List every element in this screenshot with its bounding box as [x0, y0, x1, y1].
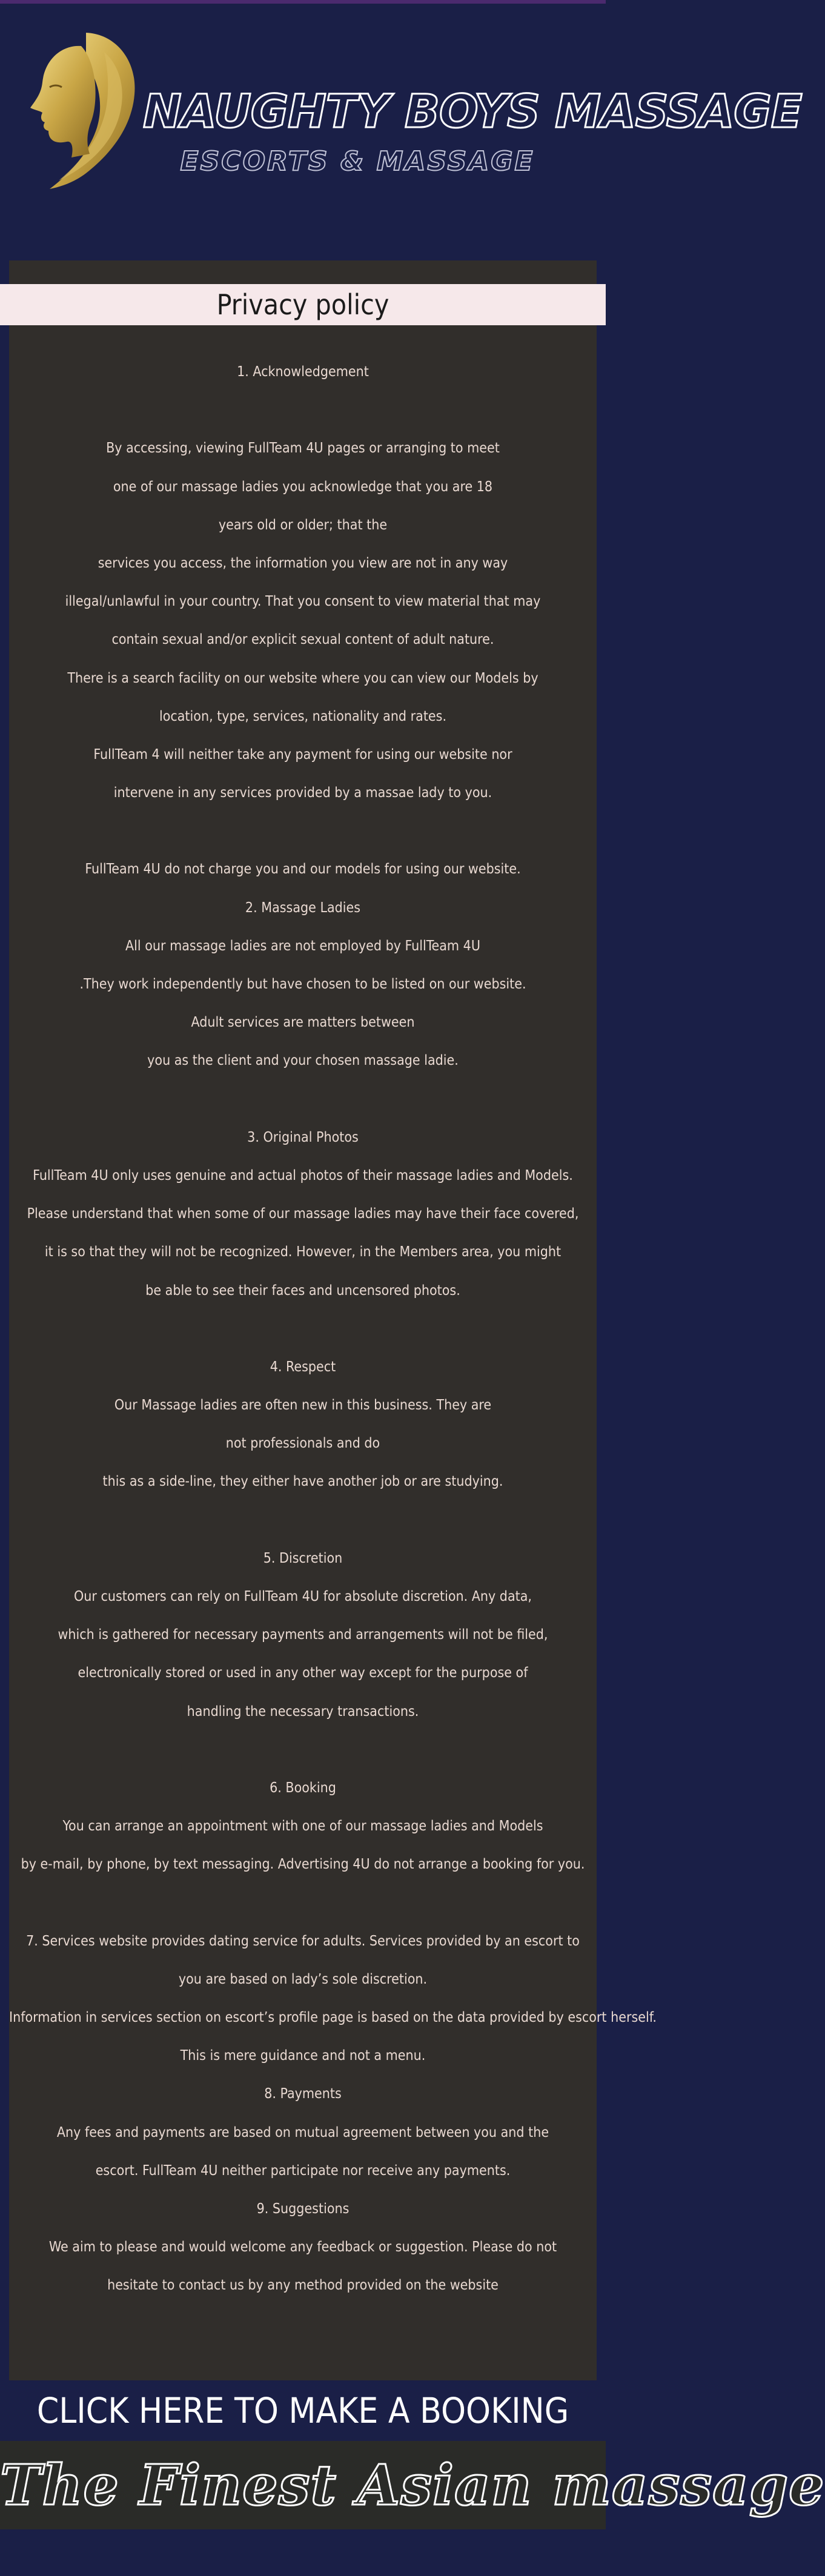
policy-line: you are based on lady’s sole discretion. — [178, 1971, 428, 1987]
policy-line — [9, 1731, 597, 1769]
policy-line: Please understand that when some of our massage ladies may have their face covered, — [27, 1206, 579, 1222]
site-footer — [0, 2380, 825, 2576]
policy-line: hesitate to contact us by any method provided on the website — [107, 2277, 499, 2294]
policy-line: intervene in any services provided by a massae lady to you. — [113, 785, 492, 801]
policy-line: 2. Massage Ladies — [245, 899, 361, 916]
policy-line: not professionals and do — [225, 1435, 380, 1452]
policy-line: years old or older; that the — [218, 517, 388, 533]
policy-line: 3. Original Photos — [247, 1129, 359, 1145]
make-booking-button[interactable]: CLICK HERE TO MAKE A BOOKING — [36, 2390, 569, 2431]
policy-line: Any fees and payments are based on mutual agreement between you and the — [56, 2124, 549, 2141]
policy-line: There is a search facility on our website where you can view our Models by — [67, 670, 538, 686]
policy-line: illegal/unlawful in your country. That you consent to view material that may — [65, 594, 541, 610]
woman-face-logo-icon[interactable] — [13, 28, 141, 190]
policy-line: 6. Booking — [270, 1780, 336, 1796]
policy-line: which is gathered for necessary payments and arrangements will not be filed, — [58, 1627, 548, 1643]
policy-line — [9, 1081, 597, 1119]
policy-line: This is mere guidance and not a menu. — [180, 2048, 426, 2064]
policy-line: contain sexual and/or explicit sexual content of adult nature. — [111, 632, 494, 648]
policy-line: .They work independently but have chosen to be listed on our website. — [79, 976, 526, 992]
policy-line: by e-mail, by phone, by text messaging. Advertising 4U do not arrange a booking for you. — [21, 1856, 585, 1873]
page-title: Privacy policy — [216, 288, 389, 321]
policy-line: escort. FullTeam 4U neither participate nor receive any payments. — [95, 2162, 511, 2179]
policy-line: Adult services are matters between — [191, 1015, 415, 1031]
tagline-band — [0, 2441, 825, 2529]
policy-line — [9, 391, 597, 429]
policy-line: FullTeam 4U only uses genuine and actual photos of their massage ladies and Models. — [33, 1167, 573, 1184]
policy-line: it is so that they will not be recognized. However, in the Members area, you might — [44, 1244, 562, 1260]
policy-line: electronically stored or used in any other way except for the purpose of — [78, 1665, 528, 1681]
policy-line: All our massage ladies are not employed by FullTeam 4U — [125, 938, 480, 954]
tagline: The Finest Asian massage — [0, 2452, 825, 2518]
policy-line: this as a side-line, they either have another job or are studying. — [102, 1474, 503, 1490]
policy-line: 9. Suggestions — [256, 2201, 350, 2217]
policy-line: location, type, services, nationality and rates. — [159, 708, 447, 724]
privacy-policy-text — [9, 353, 657, 2305]
policy-line: By accessing, viewing FullTeam 4U pages or arranging to meet — [106, 440, 500, 457]
policy-line: Information in services section on escort’s profile page is based on the data provided by escort herself. — [9, 2010, 657, 2026]
policy-line — [9, 1310, 597, 1348]
policy-line: FullTeam 4U do not charge you and our models for using our website. — [85, 861, 521, 878]
site-header — [0, 4, 802, 257]
brand-title[interactable]: NAUGHTY BOYS MASSAGE — [143, 84, 802, 138]
policy-line: Our Massage ladies are often new in this business. They are — [114, 1397, 492, 1414]
policy-line — [9, 812, 597, 850]
policy-line: be able to see their faces and uncensored photos. — [145, 1282, 460, 1299]
policy-line: 1. Acknowledgement — [237, 364, 369, 380]
policy-line — [9, 1502, 597, 1540]
policy-line: Our customers can rely on FullTeam 4U for absolute discretion. Any data, — [73, 1589, 532, 1604]
policy-line: You can arrange an appointment with one of our massage ladies and Models — [62, 1818, 543, 1835]
policy-line: you as the client and your chosen massage ladie. — [147, 1053, 459, 1069]
policy-line: We aim to please and would welcome any feedback or suggestion. Please do not — [48, 2239, 557, 2256]
policy-line: 4. Respect — [270, 1359, 336, 1375]
policy-line: handling the necessary transactions. — [187, 1703, 419, 1720]
policy-line: 8. Payments — [264, 2086, 342, 2102]
policy-line: 7. Services website provides dating service for adults. Services provided by an escort to — [26, 1933, 580, 1949]
policy-line: services you access, the information you view are not in any way — [98, 555, 508, 571]
title-bar — [0, 284, 606, 325]
policy-line: FullTeam 4 will neither take any payment for using our website nor — [93, 746, 512, 763]
policy-line: 5. Discretion — [263, 1550, 343, 1566]
policy-line: one of our massage ladies you acknowledge that you are 18 — [113, 478, 493, 495]
policy-line — [9, 1884, 597, 1922]
brand-subtitle: ESCORTS & MASSAGE — [180, 146, 535, 177]
